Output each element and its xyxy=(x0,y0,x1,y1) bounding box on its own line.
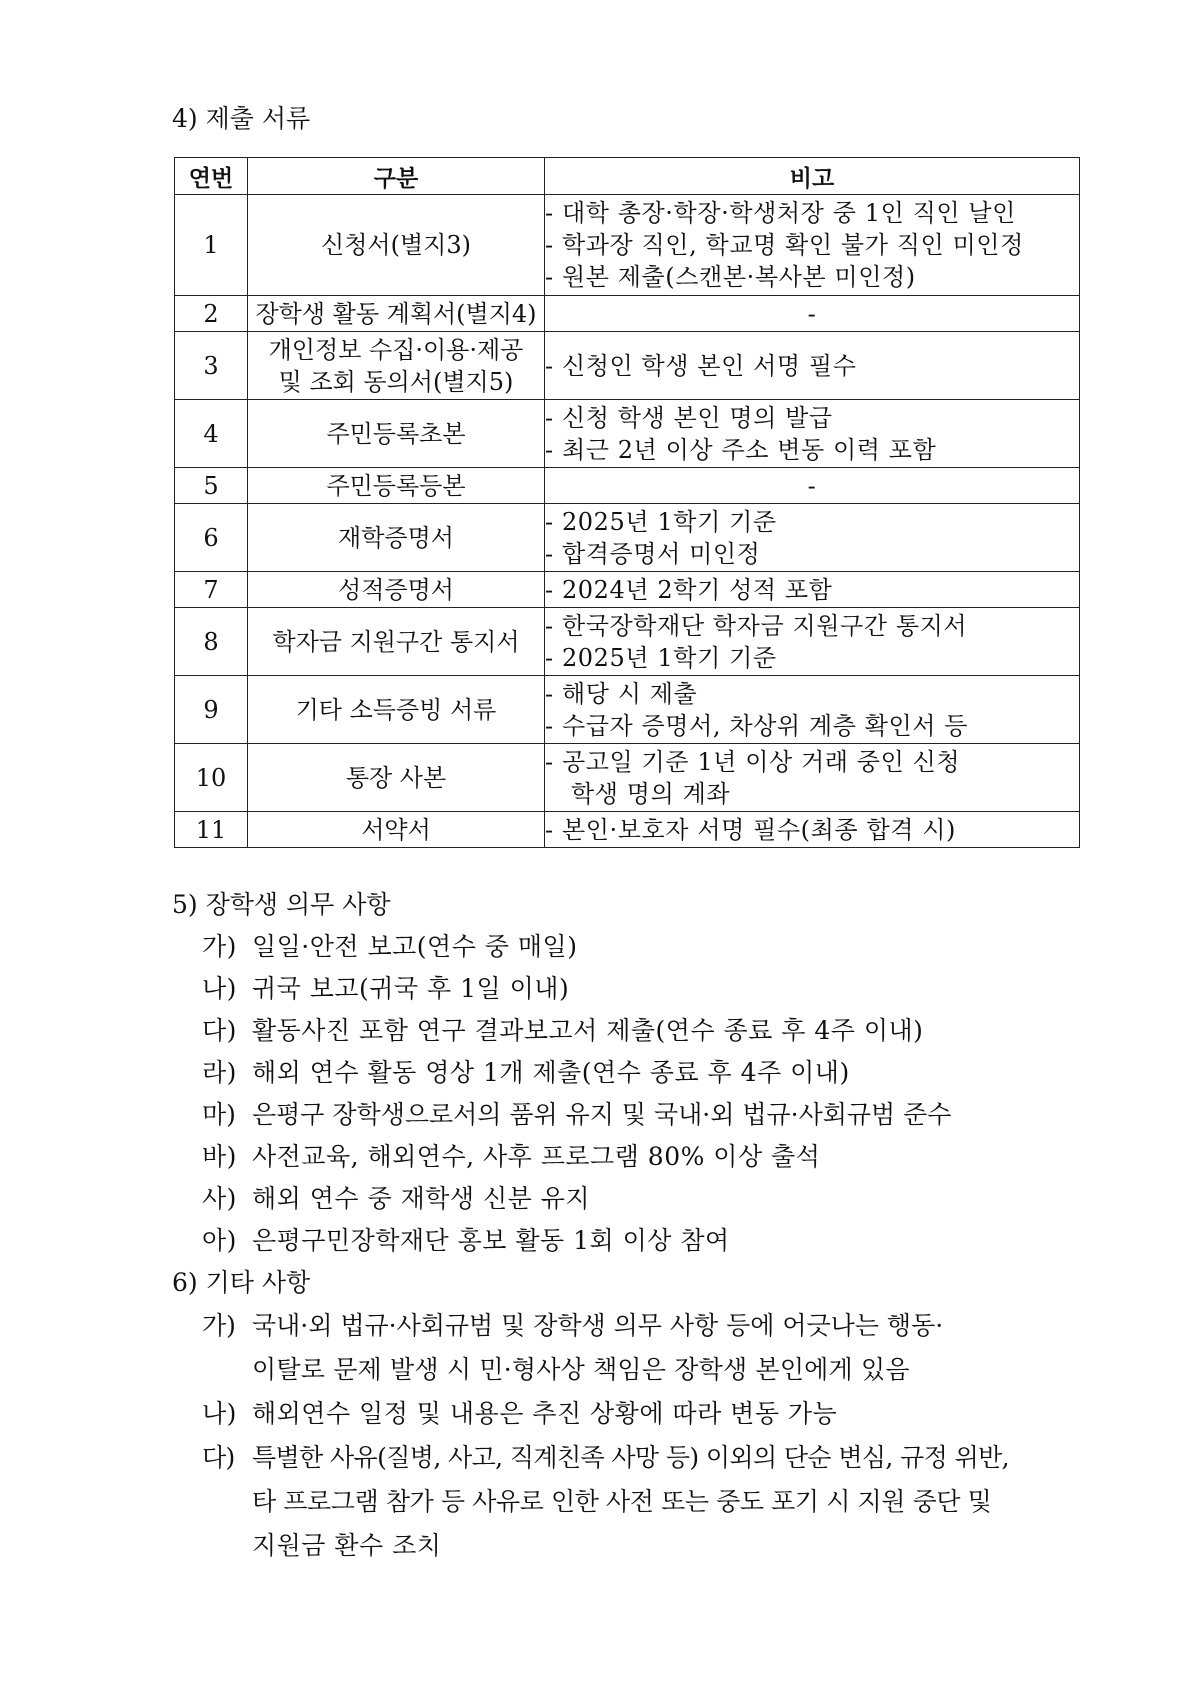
remark-line: - 신청 학생 본인 명의 발급 xyxy=(545,403,833,432)
remark-line: - xyxy=(807,471,817,500)
table-row xyxy=(175,504,1080,572)
remark-line: - 해당 시 제출 xyxy=(545,679,698,708)
row-remarks xyxy=(545,572,1080,608)
row-remarks xyxy=(545,676,1080,744)
item-marker: 가) xyxy=(202,1311,236,1340)
item-marker: 나) xyxy=(202,1399,237,1428)
misc-item-continuation: 지원금 환수 조치 xyxy=(252,1531,442,1560)
category-line: 및 조회 동의서(별지5) xyxy=(278,367,514,396)
category-line: 학자금 지원구간 통지서 xyxy=(272,627,520,656)
table-row xyxy=(175,608,1080,676)
category-line: 주민등록초본 xyxy=(326,419,466,448)
category-line: 서약서 xyxy=(361,815,431,844)
remark-line: - xyxy=(807,299,817,328)
row-category xyxy=(248,572,545,608)
table-row xyxy=(175,676,1080,744)
table-row xyxy=(175,195,1080,296)
remark-line: - 최근 2년 이상 주소 변동 이력 포함 xyxy=(545,435,937,464)
remark-line: 학생 명의 계좌 xyxy=(571,779,731,808)
category-line: 재학증명서 xyxy=(338,523,454,552)
item-text: 해외연수 일정 및 내용은 추진 상황에 따라 변동 가능 xyxy=(252,1399,838,1428)
row-number: 5 xyxy=(175,468,248,504)
table-row xyxy=(175,332,1080,400)
item-marker: 바) xyxy=(202,1142,237,1171)
item-text: 해외 연수 활동 영상 1개 제출(연수 종료 후 4주 이내) xyxy=(252,1058,850,1087)
item-marker: 다) xyxy=(202,1443,235,1472)
category-line: 주민등록등본 xyxy=(326,471,466,500)
duty-item xyxy=(202,930,577,964)
remark-line: - 2025년 1학기 기준 xyxy=(545,507,777,536)
duty-item xyxy=(202,1056,850,1090)
table-row xyxy=(175,572,1080,608)
remark-line: - 공고일 기준 1년 이상 거래 중인 신청 xyxy=(545,747,961,776)
remark-line: - 신청인 학생 본인 서명 필수 xyxy=(545,351,857,380)
row-remarks xyxy=(545,608,1080,676)
item-marker: 아) xyxy=(202,1226,237,1255)
table-header-row xyxy=(175,158,1080,195)
remark-line: - 합격증명서 미인정 xyxy=(545,539,761,568)
row-category xyxy=(248,812,545,848)
misc-item-continuation: 타 프로그램 참가 등 사유로 인한 사전 또는 중도 포기 시 지원 중단 및 xyxy=(252,1487,992,1516)
row-number: 8 xyxy=(175,608,248,676)
item-text: 일일·안전 보고(연수 중 매일) xyxy=(252,932,578,961)
misc-item xyxy=(202,1309,943,1343)
category-line: 성적증명서 xyxy=(338,575,454,604)
row-category xyxy=(248,400,545,468)
item-marker: 라) xyxy=(202,1058,237,1087)
item-text: 귀국 보고(귀국 후 1일 이내) xyxy=(252,974,570,1003)
table-row xyxy=(175,400,1080,468)
duty-item xyxy=(202,1140,820,1174)
row-category xyxy=(248,608,545,676)
header-category: 구분 xyxy=(248,158,545,195)
table-row xyxy=(175,812,1080,848)
row-number: 9 xyxy=(175,676,248,744)
header-number: 연번 xyxy=(175,158,248,195)
duty-item xyxy=(202,1182,590,1216)
category-line: 신청서(별지3) xyxy=(321,231,471,259)
item-marker: 다) xyxy=(202,1016,237,1045)
row-remarks xyxy=(545,468,1080,504)
remark-line: - 2025년 1학기 기준 xyxy=(545,643,777,672)
row-remarks xyxy=(545,812,1080,848)
table-row xyxy=(175,468,1080,504)
misc-item xyxy=(202,1397,837,1431)
row-category xyxy=(248,296,545,332)
remark-line: - 한국장학재단 학자금 지원구간 통지서 xyxy=(545,611,968,640)
row-category xyxy=(248,744,545,812)
row-category xyxy=(248,468,545,504)
row-remarks xyxy=(545,744,1080,812)
remark-line: - 본인·보호자 서명 필수(최종 합격 시) xyxy=(545,815,956,844)
item-text: 은평구민장학재단 홍보 활동 1회 이상 참여 xyxy=(252,1226,730,1255)
section-4-title: 4) 제출 서류 xyxy=(172,104,311,133)
item-text: 해외 연수 중 재학생 신분 유지 xyxy=(252,1184,591,1213)
item-marker: 가) xyxy=(202,932,237,961)
item-text: 사전교육, 해외연수, 사후 프로그램 80% 이상 출석 xyxy=(252,1142,821,1171)
row-number: 4 xyxy=(175,400,248,468)
row-remarks xyxy=(545,504,1080,572)
remark-line: - 대학 총장·학장·학생처장 중 1인 직인 날인 xyxy=(545,199,1016,227)
item-text: 활동사진 포함 연구 결과보고서 제출(연수 종료 후 4주 이내) xyxy=(252,1016,924,1045)
item-text: 특별한 사유(질병, 사고, 직계친족 사망 등) 이외의 단순 변심, 규정 위반, xyxy=(252,1443,1010,1472)
item-text: 은평구 장학생으로서의 품위 유지 및 국내·외 법규·사회규범 준수 xyxy=(252,1100,952,1129)
category-line: 기타 소득증빙 서류 xyxy=(295,695,497,724)
table-row xyxy=(175,744,1080,812)
item-marker: 사) xyxy=(202,1184,237,1213)
section-5-title: 5) 장학생 의무 사항 xyxy=(172,890,391,919)
row-category xyxy=(248,676,545,744)
row-number: 10 xyxy=(175,744,248,812)
item-marker: 나) xyxy=(202,974,237,1003)
row-category xyxy=(248,504,545,572)
item-marker: 마) xyxy=(202,1100,236,1129)
row-remarks xyxy=(545,400,1080,468)
row-number: 6 xyxy=(175,504,248,572)
duty-item xyxy=(202,1014,923,1048)
row-number: 1 xyxy=(175,195,248,296)
category-line: 통장 사본 xyxy=(345,763,447,792)
row-category xyxy=(248,332,545,400)
duty-item xyxy=(202,972,569,1006)
row-number: 11 xyxy=(175,812,248,848)
row-remarks xyxy=(545,332,1080,400)
misc-item xyxy=(202,1441,1009,1475)
submission-documents-table xyxy=(174,157,1080,848)
header-remarks: 비고 xyxy=(545,158,1080,195)
remark-line: - 원본 제출(스캔본·복사본 미인정) xyxy=(545,263,916,291)
category-line: 장학생 활동 계획서(별지4) xyxy=(255,299,537,328)
remark-line: - 2024년 2학기 성적 포함 xyxy=(545,575,833,604)
row-number: 7 xyxy=(175,572,248,608)
duty-item xyxy=(202,1224,730,1258)
duty-item xyxy=(202,1098,951,1132)
misc-item-continuation: 이탈로 문제 발생 시 민·형사상 책임은 장학생 본인에게 있음 xyxy=(252,1355,910,1384)
table-row xyxy=(175,296,1080,332)
remark-line: - 수급자 증명서, 차상위 계층 확인서 등 xyxy=(545,711,969,740)
item-text: 국내·외 법규·사회규범 및 장학생 의무 사항 등에 어긋나는 행동· xyxy=(252,1311,944,1340)
row-remarks xyxy=(545,195,1080,296)
row-number: 2 xyxy=(175,296,248,332)
row-category xyxy=(248,195,545,296)
section-6-title: 6) 기타 사항 xyxy=(172,1268,311,1297)
category-line: 개인정보 수집·이용·제공 xyxy=(268,335,524,364)
remark-line: - 학과장 직인, 학교명 확인 불가 직인 미인정 xyxy=(545,231,1024,259)
row-remarks xyxy=(545,296,1080,332)
row-number: 3 xyxy=(175,332,248,400)
